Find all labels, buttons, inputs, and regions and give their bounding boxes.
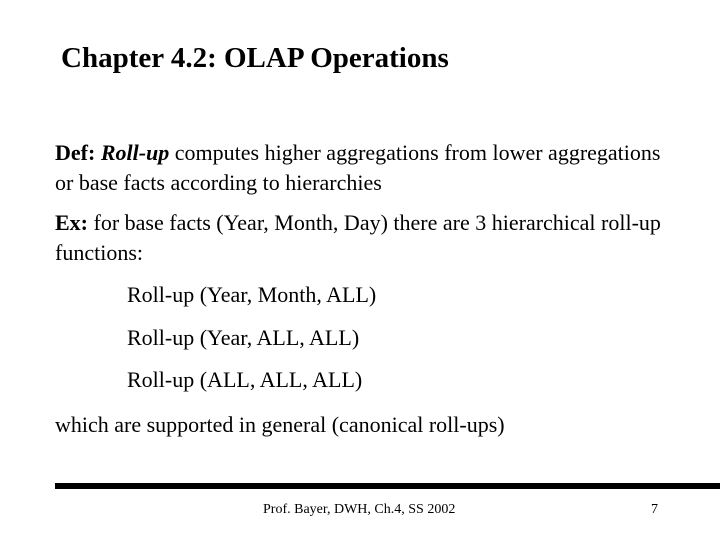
page-number: 7 (651, 502, 658, 517)
rollup-item: Roll-up (Year, Month, ALL) (127, 282, 377, 307)
footer-text: Prof. Bayer, DWH, Ch.4, SS 2002 (263, 502, 456, 517)
definition-label: Def: (55, 140, 96, 165)
rollup-item: Roll-up (ALL, ALL, ALL) (127, 367, 363, 392)
rollup-item: Roll-up (Year, ALL, ALL) (127, 325, 360, 350)
definition-text: computes higher aggregations from lower aggregations or base facts according to hierarchies (55, 140, 661, 195)
example-paragraph (55, 208, 695, 268)
definition-term: Roll-up (100, 140, 170, 165)
slide-title: Chapter 4.2: OLAP Operations (61, 42, 449, 74)
footer-divider (55, 483, 720, 489)
example-text: for base facts (Year, Month, Day) there are 3 hierarchical roll-up functions: (55, 210, 661, 265)
conclusion-text: which are supported in general (canonical roll-ups) (55, 412, 505, 437)
definition-paragraph (55, 138, 675, 198)
example-label: Ex: (55, 210, 88, 235)
